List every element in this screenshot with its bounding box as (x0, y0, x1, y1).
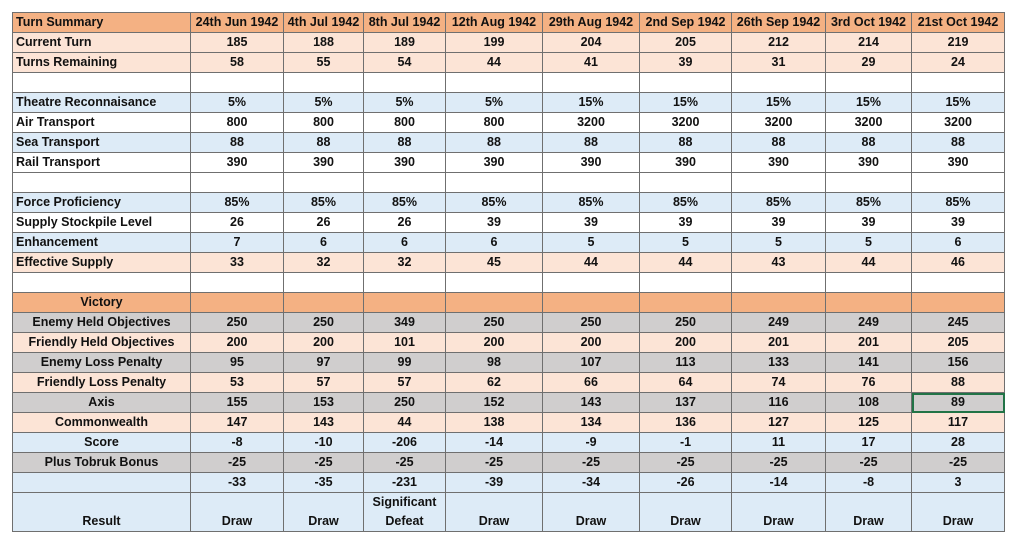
value-cell[interactable] (543, 273, 640, 293)
value-cell[interactable]: 3 (912, 473, 1005, 493)
value-cell[interactable]: 3200 (912, 113, 1005, 133)
value-cell[interactable] (640, 273, 732, 293)
row-label-cell[interactable]: Turn Summary (13, 13, 191, 33)
value-cell[interactable]: 800 (364, 113, 446, 133)
value-cell[interactable]: 85% (284, 193, 364, 213)
value-cell[interactable]: 85% (364, 193, 446, 213)
value-cell[interactable]: Draw (732, 493, 826, 532)
value-cell[interactable] (284, 273, 364, 293)
value-cell[interactable]: 800 (191, 113, 284, 133)
value-cell[interactable]: 5% (446, 93, 543, 113)
value-cell[interactable]: 5 (732, 233, 826, 253)
value-cell[interactable]: 113 (640, 353, 732, 373)
value-cell[interactable] (446, 173, 543, 193)
value-cell[interactable]: 212 (732, 33, 826, 53)
value-cell[interactable] (732, 293, 826, 313)
value-cell[interactable]: 88 (543, 133, 640, 153)
value-cell[interactable] (364, 173, 446, 193)
table-row (13, 253, 1005, 273)
value-cell[interactable]: 200 (543, 333, 640, 353)
value-cell[interactable]: 64 (640, 373, 732, 393)
value-cell[interactable]: 44 (446, 53, 543, 73)
value-cell[interactable]: 11 (732, 433, 826, 453)
value-cell[interactable]: Draw (826, 493, 912, 532)
value-cell[interactable]: Draw (284, 493, 364, 532)
table-row (13, 413, 1005, 433)
value-cell[interactable]: 85% (640, 193, 732, 213)
value-cell[interactable] (826, 293, 912, 313)
value-cell[interactable]: 66 (543, 373, 640, 393)
value-cell[interactable]: -35 (284, 473, 364, 493)
value-cell[interactable] (543, 173, 640, 193)
value-cell[interactable]: 55 (284, 53, 364, 73)
value-cell[interactable]: 3200 (826, 113, 912, 133)
value-cell[interactable]: 97 (284, 353, 364, 373)
value-cell[interactable]: -25 (912, 453, 1005, 473)
date-header-cell[interactable]: 24th Jun 1942 (191, 13, 284, 33)
date-header-cell[interactable]: 12th Aug 1942 (446, 13, 543, 33)
value-cell[interactable] (826, 273, 912, 293)
value-cell[interactable] (640, 173, 732, 193)
value-cell[interactable]: 44 (640, 253, 732, 273)
table-row (13, 13, 1005, 33)
row-label-cell[interactable]: Result (13, 493, 191, 532)
value-cell[interactable]: -25 (191, 453, 284, 473)
value-cell[interactable]: 7 (191, 233, 284, 253)
value-cell[interactable]: -8 (826, 473, 912, 493)
value-cell[interactable]: 205 (912, 333, 1005, 353)
value-cell[interactable]: -9 (543, 433, 640, 453)
value-cell[interactable]: 390 (446, 153, 543, 173)
value-cell[interactable]: 250 (284, 313, 364, 333)
value-cell[interactable]: 138 (446, 413, 543, 433)
value-cell[interactable]: 143 (284, 413, 364, 433)
row-label-cell[interactable] (13, 173, 191, 193)
value-cell[interactable]: -25 (640, 453, 732, 473)
value-cell[interactable]: 28 (912, 433, 1005, 453)
value-cell[interactable]: 5% (191, 93, 284, 113)
table-row (13, 373, 1005, 393)
value-cell[interactable]: 17 (826, 433, 912, 453)
value-cell[interactable]: 134 (543, 413, 640, 433)
table-row (13, 493, 1005, 532)
table-row (13, 153, 1005, 173)
value-cell[interactable] (191, 273, 284, 293)
value-cell[interactable]: 108 (826, 393, 912, 413)
value-cell[interactable]: 85% (826, 193, 912, 213)
value-cell[interactable]: 141 (826, 353, 912, 373)
value-cell[interactable] (912, 273, 1005, 293)
value-cell[interactable]: 6 (912, 233, 1005, 253)
value-cell[interactable]: 143 (543, 393, 640, 413)
value-cell[interactable]: 153 (284, 393, 364, 413)
value-cell[interactable]: 147 (191, 413, 284, 433)
value-cell[interactable]: 205 (640, 33, 732, 53)
value-cell[interactable]: 249 (826, 313, 912, 333)
value-cell[interactable]: 89 (912, 393, 1005, 413)
row-label-cell[interactable]: Plus Tobruk Bonus (13, 453, 191, 473)
row-label-cell[interactable]: Air Transport (13, 113, 191, 133)
date-header-cell[interactable]: 21st Oct 1942 (912, 13, 1005, 33)
value-cell[interactable]: 152 (446, 393, 543, 413)
value-cell[interactable] (364, 293, 446, 313)
value-cell[interactable]: 45 (446, 253, 543, 273)
table-row (13, 93, 1005, 113)
value-cell[interactable]: 88 (446, 133, 543, 153)
value-cell[interactable]: 101 (364, 333, 446, 353)
value-cell[interactable]: 390 (543, 153, 640, 173)
value-cell[interactable]: 39 (912, 213, 1005, 233)
value-cell[interactable]: -25 (732, 453, 826, 473)
value-cell[interactable]: 31 (732, 53, 826, 73)
value-cell[interactable]: 39 (732, 213, 826, 233)
value-cell[interactable]: 200 (640, 333, 732, 353)
value-cell[interactable]: 800 (446, 113, 543, 133)
value-cell[interactable]: 199 (446, 33, 543, 53)
value-cell[interactable] (446, 73, 543, 93)
value-cell[interactable]: -25 (284, 453, 364, 473)
value-cell[interactable]: 6 (284, 233, 364, 253)
table-row (13, 393, 1005, 413)
value-cell[interactable]: 44 (826, 253, 912, 273)
value-cell[interactable]: 127 (732, 413, 826, 433)
value-cell[interactable]: 250 (364, 393, 446, 413)
value-cell[interactable] (912, 293, 1005, 313)
value-cell[interactable]: Draw (640, 493, 732, 532)
value-cell[interactable]: -206 (364, 433, 446, 453)
table-row (13, 333, 1005, 353)
value-cell[interactable]: 41 (543, 53, 640, 73)
value-cell[interactable]: 85% (446, 193, 543, 213)
value-cell[interactable]: 39 (446, 213, 543, 233)
table-row (13, 313, 1005, 333)
table-row (13, 233, 1005, 253)
value-cell[interactable]: 390 (732, 153, 826, 173)
row-label-cell[interactable]: Force Proficiency (13, 193, 191, 213)
value-cell[interactable]: 33 (191, 253, 284, 273)
value-cell[interactable] (640, 293, 732, 313)
spreadsheet-grid (12, 12, 1005, 532)
value-cell[interactable]: 116 (732, 393, 826, 413)
value-cell[interactable]: 24 (912, 53, 1005, 73)
row-label-cell[interactable] (13, 473, 191, 493)
row-label-cell[interactable]: Score (13, 433, 191, 453)
value-cell[interactable]: 5% (284, 93, 364, 113)
value-cell[interactable] (364, 273, 446, 293)
value-cell[interactable]: 201 (732, 333, 826, 353)
row-label-cell[interactable]: Enemy Loss Penalty (13, 353, 191, 373)
value-cell[interactable]: 29 (826, 53, 912, 73)
value-cell[interactable]: 44 (364, 413, 446, 433)
value-cell[interactable]: 200 (446, 333, 543, 353)
value-cell[interactable] (543, 73, 640, 93)
value-cell[interactable]: 39 (826, 213, 912, 233)
value-cell[interactable] (364, 73, 446, 93)
value-cell[interactable] (826, 173, 912, 193)
value-cell[interactable]: 85% (732, 193, 826, 213)
value-cell[interactable]: 125 (826, 413, 912, 433)
value-cell[interactable] (191, 73, 284, 93)
table-row (13, 213, 1005, 233)
value-cell[interactable]: 245 (912, 313, 1005, 333)
value-cell[interactable]: 390 (912, 153, 1005, 173)
table-row (13, 73, 1005, 93)
value-cell[interactable]: 133 (732, 353, 826, 373)
value-cell[interactable]: 15% (543, 93, 640, 113)
value-cell[interactable]: 26 (191, 213, 284, 233)
date-header-cell[interactable]: 26th Sep 1942 (732, 13, 826, 33)
value-cell[interactable]: 88 (191, 133, 284, 153)
value-cell[interactable]: 39 (640, 53, 732, 73)
row-label-cell[interactable]: Enemy Held Objectives (13, 313, 191, 333)
value-cell[interactable]: 390 (826, 153, 912, 173)
row-label-cell[interactable]: Enhancement (13, 233, 191, 253)
value-cell[interactable] (732, 273, 826, 293)
value-cell[interactable] (446, 273, 543, 293)
row-label-cell[interactable]: Theatre Reconnaisance (13, 93, 191, 113)
value-cell[interactable]: 88 (826, 133, 912, 153)
value-cell[interactable]: 32 (284, 253, 364, 273)
value-cell[interactable]: 800 (284, 113, 364, 133)
value-cell[interactable]: 85% (191, 193, 284, 213)
value-cell[interactable]: -1 (640, 433, 732, 453)
value-cell[interactable]: 249 (732, 313, 826, 333)
value-cell[interactable]: 250 (640, 313, 732, 333)
value-cell[interactable] (284, 173, 364, 193)
value-cell[interactable]: -231 (364, 473, 446, 493)
table-row (13, 33, 1005, 53)
value-cell[interactable] (912, 173, 1005, 193)
value-cell[interactable]: 5 (543, 233, 640, 253)
value-cell[interactable]: Draw (912, 493, 1005, 532)
table-row (13, 433, 1005, 453)
value-cell[interactable]: 5 (826, 233, 912, 253)
value-cell[interactable]: 88 (284, 133, 364, 153)
row-label-cell[interactable]: Supply Stockpile Level (13, 213, 191, 233)
value-cell[interactable]: 88 (640, 133, 732, 153)
table-row (13, 133, 1005, 153)
row-label-cell[interactable]: Commonwealth (13, 413, 191, 433)
row-label-cell[interactable]: Friendly Held Objectives (13, 333, 191, 353)
value-cell[interactable]: 15% (826, 93, 912, 113)
value-cell[interactable]: 44 (543, 253, 640, 273)
value-cell[interactable]: 15% (732, 93, 826, 113)
row-label-cell[interactable]: Sea Transport (13, 133, 191, 153)
value-cell[interactable]: 15% (640, 93, 732, 113)
value-cell[interactable]: 98 (446, 353, 543, 373)
value-cell[interactable]: -25 (446, 453, 543, 473)
value-cell[interactable]: 250 (543, 313, 640, 333)
value-cell[interactable] (543, 293, 640, 313)
value-cell[interactable] (284, 73, 364, 93)
value-cell[interactable]: 88 (912, 373, 1005, 393)
value-cell[interactable]: 88 (732, 133, 826, 153)
table-row (13, 53, 1005, 73)
value-cell[interactable]: 200 (191, 333, 284, 353)
value-cell[interactable]: 189 (364, 33, 446, 53)
table-row (13, 353, 1005, 373)
row-label-cell[interactable]: Victory (13, 293, 191, 313)
value-cell[interactable]: 74 (732, 373, 826, 393)
value-cell[interactable]: 156 (912, 353, 1005, 373)
value-cell[interactable]: -8 (191, 433, 284, 453)
value-cell[interactable]: 3200 (732, 113, 826, 133)
value-cell[interactable] (191, 173, 284, 193)
value-cell[interactable] (284, 293, 364, 313)
date-header-cell[interactable]: 8th Jul 1942 (364, 13, 446, 33)
value-cell[interactable] (732, 173, 826, 193)
value-cell[interactable]: -39 (446, 473, 543, 493)
value-cell[interactable]: 6 (364, 233, 446, 253)
value-cell[interactable]: 250 (191, 313, 284, 333)
value-cell[interactable]: 5% (364, 93, 446, 113)
value-cell[interactable]: 88 (912, 133, 1005, 153)
value-cell[interactable]: 58 (191, 53, 284, 73)
row-label-cell[interactable]: Effective Supply (13, 253, 191, 273)
table-row (13, 453, 1005, 473)
value-cell[interactable]: Draw (543, 493, 640, 532)
value-cell[interactable]: 117 (912, 413, 1005, 433)
value-cell[interactable]: 201 (826, 333, 912, 353)
value-cell[interactable]: 53 (191, 373, 284, 393)
value-cell[interactable]: -14 (732, 473, 826, 493)
value-cell[interactable]: 250 (446, 313, 543, 333)
value-cell[interactable]: 155 (191, 393, 284, 413)
value-cell[interactable] (826, 73, 912, 93)
value-cell[interactable] (732, 73, 826, 93)
table-row (13, 273, 1005, 293)
value-cell[interactable]: 85% (912, 193, 1005, 213)
value-cell[interactable]: 39 (543, 213, 640, 233)
value-cell[interactable] (446, 293, 543, 313)
value-cell[interactable]: 54 (364, 53, 446, 73)
value-cell[interactable]: 26 (284, 213, 364, 233)
value-cell[interactable]: 15% (912, 93, 1005, 113)
row-label-cell[interactable]: Friendly Loss Penalty (13, 373, 191, 393)
row-label-cell[interactable]: Current Turn (13, 33, 191, 53)
date-header-cell[interactable]: 29th Aug 1942 (543, 13, 640, 33)
value-cell[interactable]: 76 (826, 373, 912, 393)
date-header-cell[interactable]: 3rd Oct 1942 (826, 13, 912, 33)
value-cell[interactable]: 137 (640, 393, 732, 413)
value-cell[interactable]: 390 (191, 153, 284, 173)
value-cell[interactable]: 43 (732, 253, 826, 273)
value-cell[interactable]: 185 (191, 33, 284, 53)
value-cell[interactable]: 219 (912, 33, 1005, 53)
date-header-cell[interactable]: 4th Jul 1942 (284, 13, 364, 33)
value-cell[interactable]: -14 (446, 433, 543, 453)
value-cell[interactable]: 3200 (543, 113, 640, 133)
value-cell[interactable]: -25 (364, 453, 446, 473)
value-cell[interactable]: 200 (284, 333, 364, 353)
value-cell[interactable] (191, 293, 284, 313)
value-cell[interactable]: -33 (191, 473, 284, 493)
date-header-cell[interactable]: 2nd Sep 1942 (640, 13, 732, 33)
value-cell[interactable]: 188 (284, 33, 364, 53)
table-row (13, 193, 1005, 213)
value-cell[interactable]: 5 (640, 233, 732, 253)
value-cell[interactable]: -10 (284, 433, 364, 453)
table-row (13, 173, 1005, 193)
value-cell[interactable]: 136 (640, 413, 732, 433)
value-cell[interactable]: Draw (446, 493, 543, 532)
row-label-cell[interactable]: Rail Transport (13, 153, 191, 173)
value-cell[interactable]: 39 (640, 213, 732, 233)
value-cell[interactable]: Significant Defeat (364, 493, 446, 532)
value-cell[interactable]: 26 (364, 213, 446, 233)
value-cell[interactable]: Draw (191, 493, 284, 532)
value-cell[interactable]: -26 (640, 473, 732, 493)
value-cell[interactable]: 390 (364, 153, 446, 173)
table-row (13, 113, 1005, 133)
row-label-cell[interactable] (13, 73, 191, 93)
value-cell[interactable]: 204 (543, 33, 640, 53)
row-label-cell[interactable] (13, 273, 191, 293)
table-row (13, 473, 1005, 493)
value-cell[interactable]: 57 (364, 373, 446, 393)
value-cell[interactable]: 3200 (640, 113, 732, 133)
value-cell[interactable]: 95 (191, 353, 284, 373)
value-cell[interactable] (640, 73, 732, 93)
value-cell[interactable]: 349 (364, 313, 446, 333)
value-cell[interactable]: -25 (543, 453, 640, 473)
value-cell[interactable]: 57 (284, 373, 364, 393)
value-cell[interactable]: 6 (446, 233, 543, 253)
value-cell[interactable] (912, 73, 1005, 93)
value-cell[interactable]: 390 (284, 153, 364, 173)
value-cell[interactable]: 32 (364, 253, 446, 273)
value-cell[interactable]: -25 (826, 453, 912, 473)
value-cell[interactable]: 62 (446, 373, 543, 393)
row-label-cell[interactable]: Axis (13, 393, 191, 413)
value-cell[interactable]: 99 (364, 353, 446, 373)
value-cell[interactable]: 390 (640, 153, 732, 173)
value-cell[interactable]: 214 (826, 33, 912, 53)
value-cell[interactable]: 46 (912, 253, 1005, 273)
row-label-cell[interactable]: Turns Remaining (13, 53, 191, 73)
value-cell[interactable]: 88 (364, 133, 446, 153)
table-row (13, 293, 1005, 313)
value-cell[interactable]: -34 (543, 473, 640, 493)
value-cell[interactable]: 85% (543, 193, 640, 213)
value-cell[interactable]: 107 (543, 353, 640, 373)
